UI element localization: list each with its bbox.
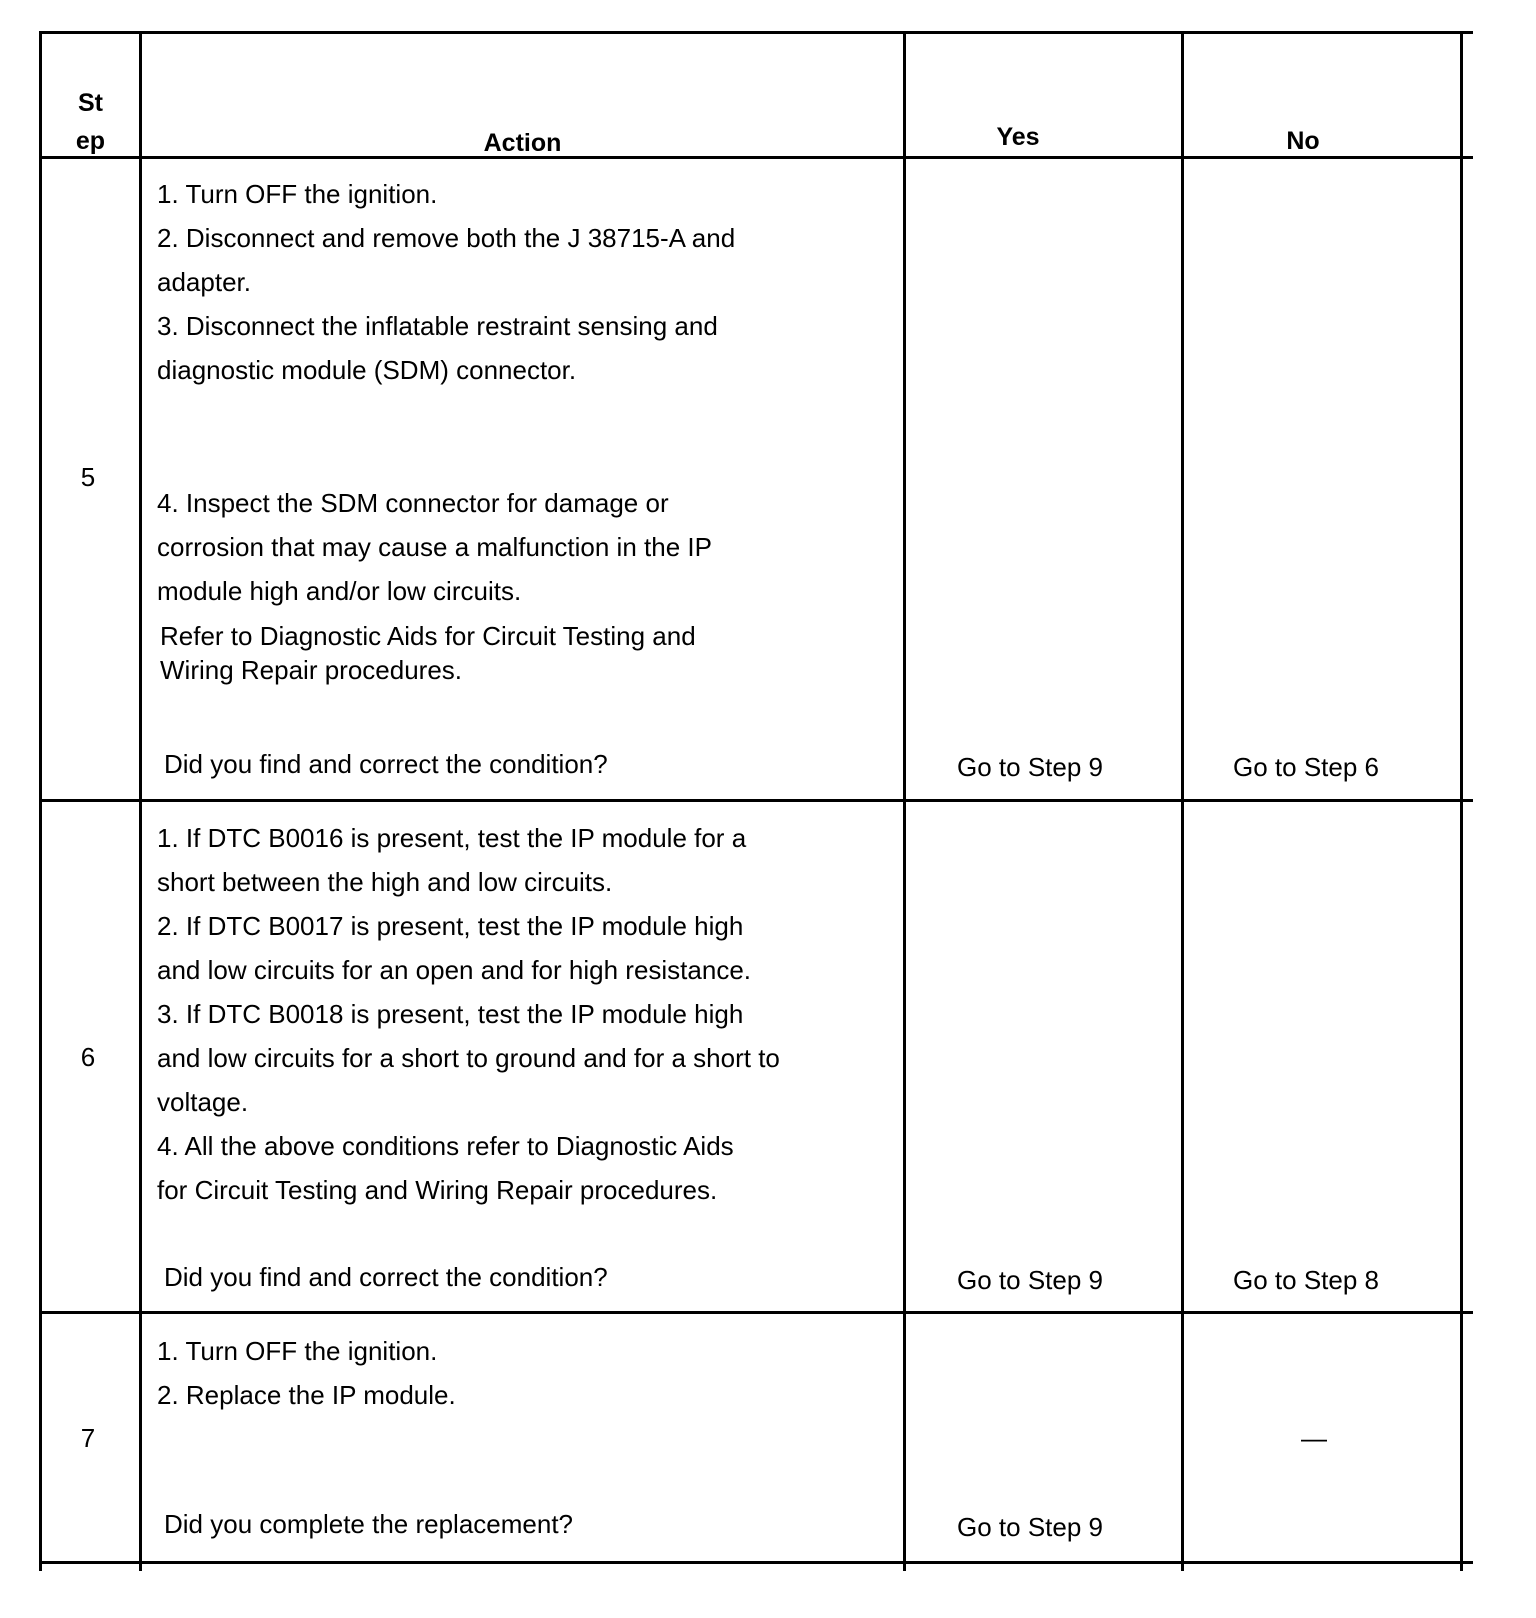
row-5-action-line: module high and/or low circuits. bbox=[157, 576, 522, 606]
row-5-action-line: 3. Disconnect the inflatable restraint sensing and bbox=[157, 311, 718, 341]
table-border-top bbox=[39, 31, 1473, 34]
row-5-action-line: 1. Turn OFF the ignition. bbox=[157, 179, 438, 209]
row-7-action-line: 1. Turn OFF the ignition. bbox=[157, 1336, 438, 1366]
row-5-action-line: 2. Disconnect and remove both the J 38715-A and bbox=[157, 223, 736, 253]
column-divider-step-action bbox=[139, 31, 142, 1571]
row-5-actions-continued bbox=[157, 481, 857, 613]
header-step-line-1: St bbox=[78, 89, 103, 117]
row-5-action-line: diagnostic module (SDM) connector. bbox=[157, 355, 577, 385]
row-6-action-line: 1. If DTC B0016 is present, test the IP module for a bbox=[157, 823, 747, 853]
row-6-action-line: for Circuit Testing and Wiring Repair procedures. bbox=[157, 1175, 718, 1205]
row-6-step: 6 bbox=[80, 1042, 96, 1072]
row-7-no-result: — bbox=[1301, 1423, 1327, 1453]
row-5-no-result: Go to Step 6 bbox=[1233, 752, 1379, 782]
header-action: Action bbox=[483, 129, 562, 157]
row-5-yes-result: Go to Step 9 bbox=[957, 752, 1103, 782]
row-6-action-line: and low circuits for a short to ground and for a short to bbox=[157, 1043, 780, 1073]
row-6-action-line: voltage. bbox=[157, 1087, 249, 1117]
table-border-right bbox=[1460, 31, 1463, 1571]
table-border-left bbox=[39, 31, 42, 1571]
row-6-action-line: 3. If DTC B0018 is present, test the IP module high bbox=[157, 999, 744, 1029]
column-divider-yes-no bbox=[1181, 31, 1184, 1571]
row-5-note bbox=[160, 619, 860, 687]
row-6-yes-result: Go to Step 9 bbox=[957, 1265, 1103, 1295]
row-6-action-line: short between the high and low circuits. bbox=[157, 867, 613, 897]
row-5-note-line: Wiring Repair procedures. bbox=[160, 655, 463, 685]
row-5-question: Did you find and correct the condition? bbox=[164, 749, 608, 779]
row-divider-5-6 bbox=[39, 799, 1473, 802]
header-step bbox=[42, 84, 139, 160]
row-6-question: Did you find and correct the condition? bbox=[164, 1262, 608, 1292]
row-divider-6-7 bbox=[39, 1311, 1473, 1314]
header-no: No bbox=[1286, 127, 1320, 155]
row-5-actions bbox=[157, 172, 857, 392]
row-7-question: Did you complete the replacement? bbox=[164, 1509, 574, 1539]
row-5-note-line: Refer to Diagnostic Aids for Circuit Testing and bbox=[160, 621, 696, 651]
row-5-step: 5 bbox=[80, 462, 96, 492]
row-6-actions bbox=[157, 816, 857, 1212]
header-yes: Yes bbox=[996, 123, 1040, 151]
column-divider-action-yes bbox=[903, 31, 906, 1571]
row-6-action-line: and low circuits for an open and for high resistance. bbox=[157, 955, 752, 985]
row-5-action-line: adapter. bbox=[157, 267, 251, 297]
row-6-no-result: Go to Step 8 bbox=[1233, 1265, 1379, 1295]
row-7-step: 7 bbox=[80, 1423, 96, 1453]
row-7-action-line: 2. Replace the IP module. bbox=[157, 1380, 456, 1410]
row-6-action-line: 4. All the above conditions refer to Diagnostic Aids bbox=[157, 1131, 734, 1161]
row-5-action-line: corrosion that may cause a malfunction in the IP bbox=[157, 532, 712, 562]
row-6-action-line: 2. If DTC B0017 is present, test the IP module high bbox=[157, 911, 744, 941]
row-5-action-line: 4. Inspect the SDM connector for damage or bbox=[157, 488, 669, 518]
row-7-actions bbox=[157, 1329, 857, 1417]
table-border-bottom bbox=[39, 1561, 1473, 1564]
row-7-yes-result: Go to Step 9 bbox=[957, 1512, 1103, 1542]
header-step-line-2: ep bbox=[75, 127, 106, 155]
